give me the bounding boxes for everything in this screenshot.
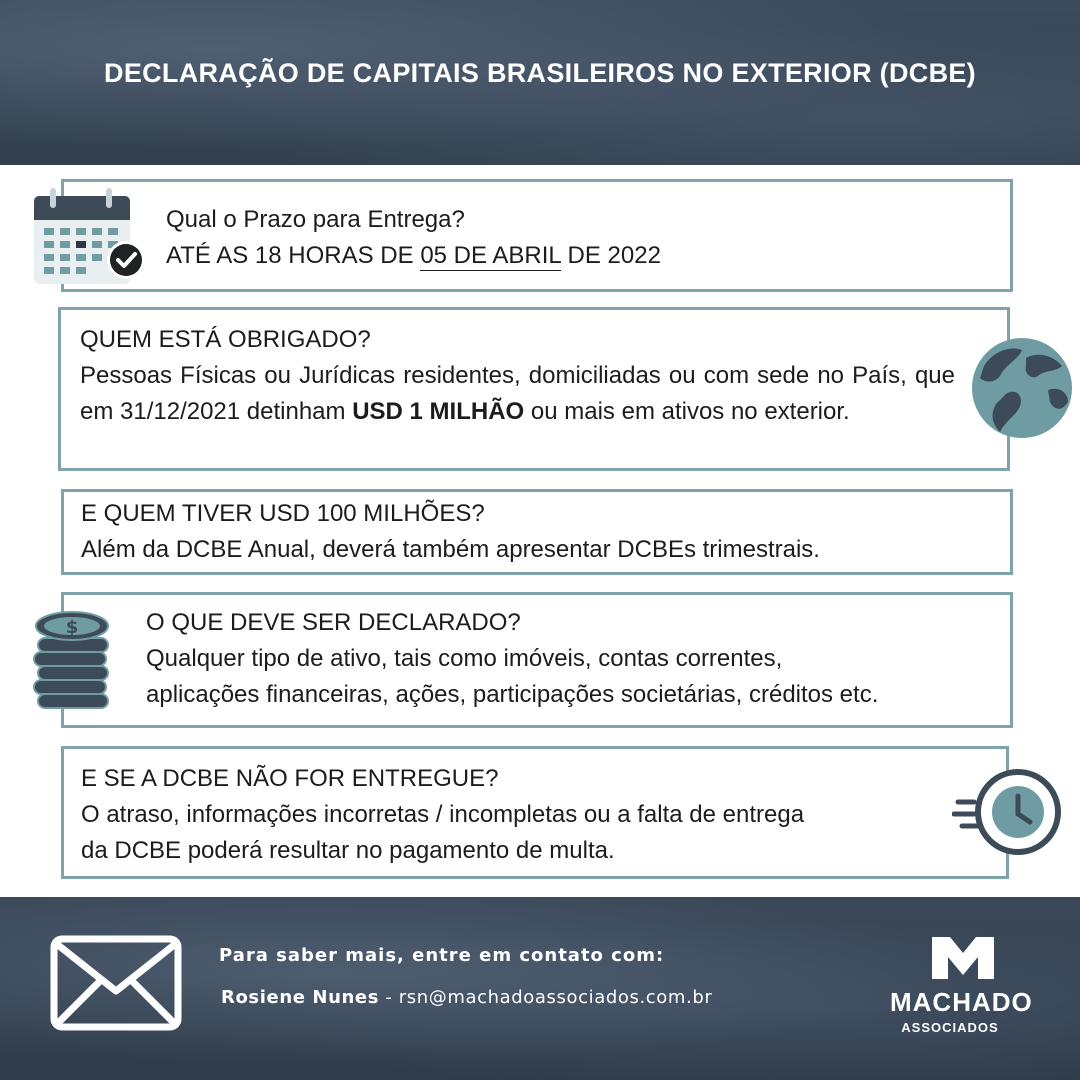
header-banner — [0, 0, 1080, 165]
obligated-text — [80, 322, 955, 430]
deadline-card — [61, 179, 1013, 292]
deadline-answer-prefix: ATÉ AS 18 HORAS DE — [166, 242, 421, 269]
deadline-question: Qual o Prazo para Entrega? — [166, 206, 465, 233]
deadline-date: 05 DE ABRIL — [420, 242, 561, 269]
penalty-question: E SE A DCBE NÃO FOR ENTREGUE? — [81, 765, 499, 792]
brand-name: MACHADO — [890, 987, 1033, 1017]
footer-banner — [0, 897, 1080, 1080]
declare-question: O QUE DEVE SER DECLARADO? — [146, 609, 521, 636]
calendar-check-icon — [32, 186, 148, 286]
penalty-card — [61, 746, 1009, 879]
deadline-answer-suffix: DE 2022 — [560, 242, 661, 269]
svg-text:$: $ — [65, 617, 79, 638]
declare-answer-line2: aplicações financeiras, ações, participações societárias, créditos etc. — [146, 681, 879, 708]
contact-intro: Para saber mais, entre em contato com: — [219, 945, 665, 966]
envelope-icon[interactable] — [50, 935, 182, 1031]
large-holders-text — [81, 496, 820, 568]
large-holders-card — [61, 489, 1013, 575]
contact-name: Rosiene Nunes — [221, 987, 380, 1008]
fast-clock-icon — [952, 766, 1068, 858]
contact-line — [221, 987, 712, 1008]
obligated-question: QUEM ESTÁ OBRIGADO? — [80, 326, 371, 353]
page-title: DECLARAÇÃO DE CAPITAIS BRASILEIROS NO EXTERIOR (DCBE) — [104, 58, 976, 88]
m-logo-icon — [932, 937, 994, 979]
deadline-answer — [166, 238, 661, 274]
penalty-answer-line1: O atraso, informações incorretas / incompletas ou a falta de entrega — [81, 801, 805, 828]
large-holders-question: E QUEM TIVER USD 100 MILHÕES? — [81, 500, 485, 527]
brand-subtitle: ASSOCIADOS — [901, 1020, 999, 1035]
penalty-text — [81, 761, 804, 869]
obligated-answer — [80, 358, 955, 430]
obligated-answer-part2: ou mais em ativos no exterior. — [524, 398, 850, 425]
coins-stack-icon — [30, 608, 114, 712]
obligated-amount: USD 1 MILHÃO — [352, 398, 525, 425]
brand-logo — [890, 987, 1033, 1035]
declare-card — [61, 592, 1013, 728]
obligated-card — [58, 307, 1010, 471]
globe-icon — [970, 336, 1074, 440]
declare-text — [146, 605, 878, 713]
contact-email[interactable]: rsn@machadoassociados.com.br — [398, 987, 713, 1008]
obligated-answer-part1: Pessoas Físicas ou Jurídicas residentes, domiciliadas ou com sede no País, que em 31/12/2021 detinham — [80, 362, 955, 425]
large-holders-answer: Além da DCBE Anual, deverá também apresentar DCBEs trimestrais. — [81, 536, 820, 563]
deadline-text — [166, 202, 661, 274]
contact-separator: - — [379, 987, 399, 1008]
penalty-answer-line2: da DCBE poderá resultar no pagamento de multa. — [81, 837, 615, 864]
declare-answer-line1: Qualquer tipo de ativo, tais como imóveis, contas correntes, — [146, 645, 783, 672]
